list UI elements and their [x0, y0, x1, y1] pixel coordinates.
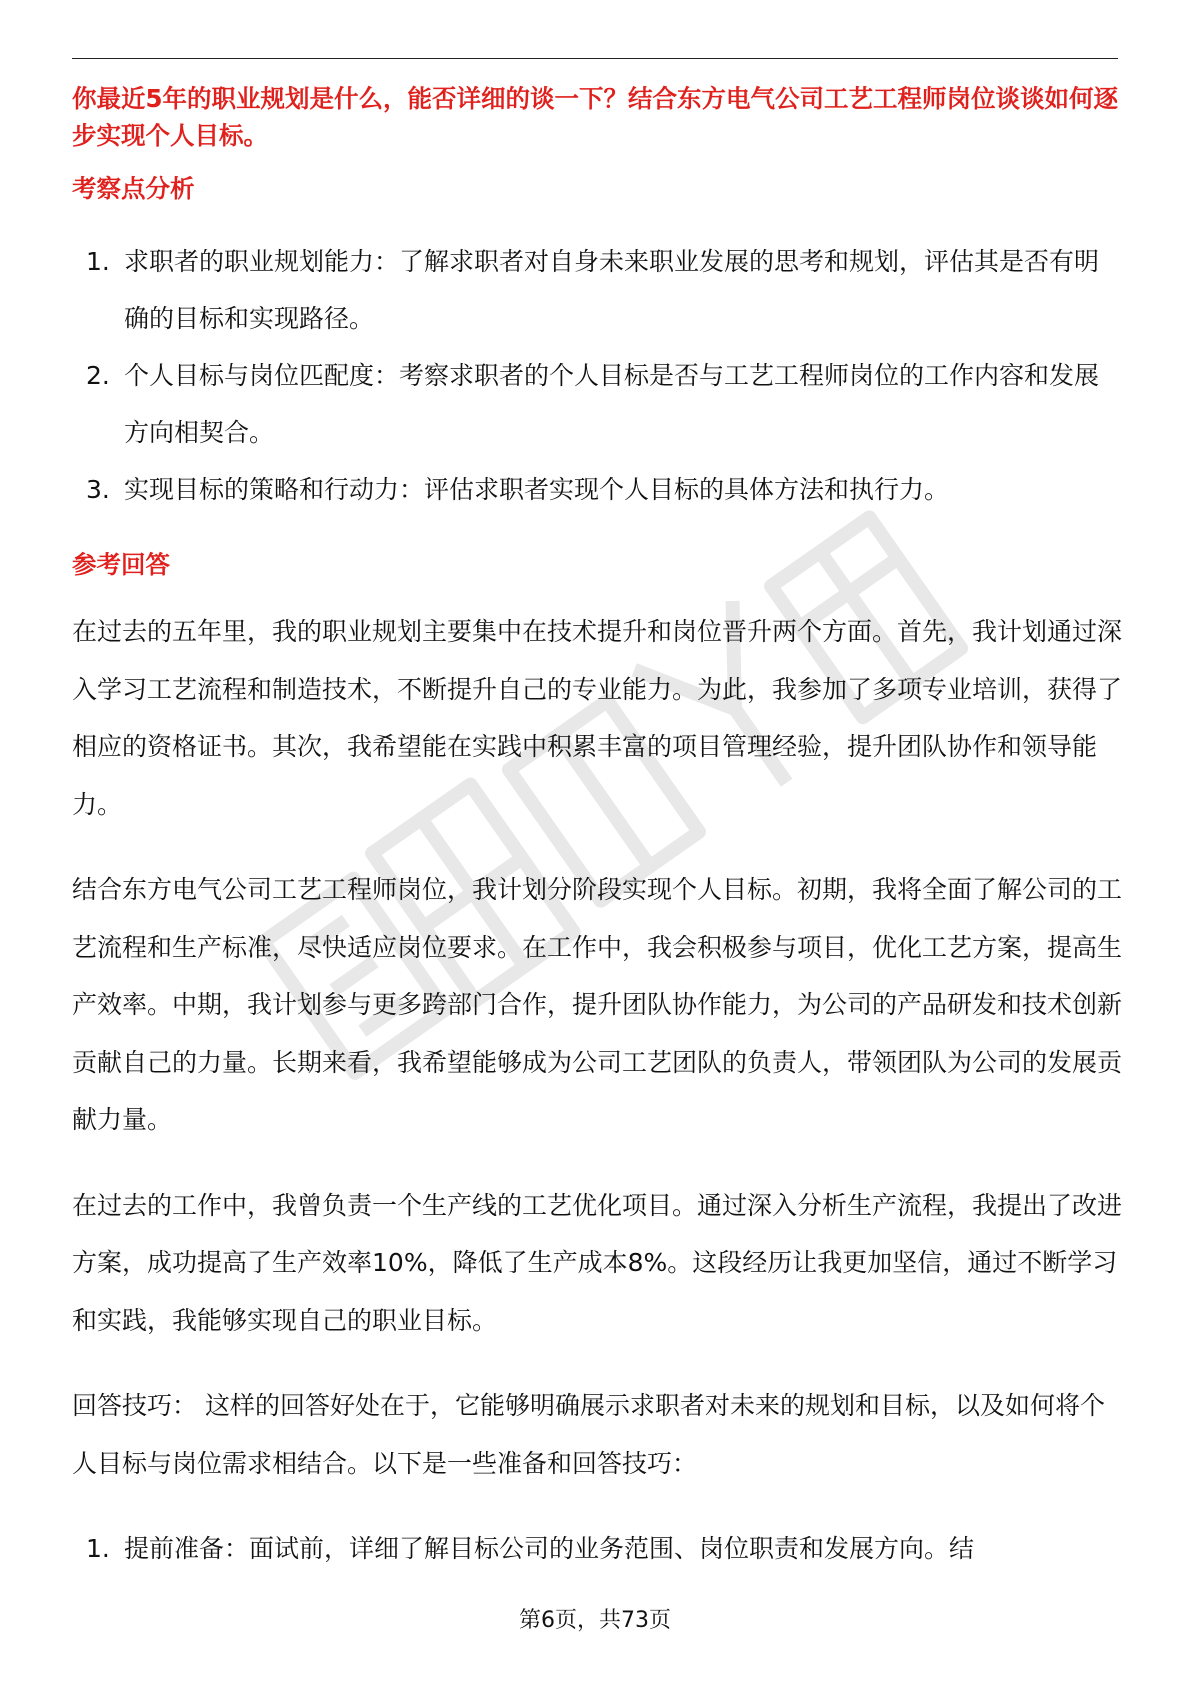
- page-content: [72, 80, 1122, 1577]
- reference-title: 参考回答: [72, 550, 170, 579]
- item-text: 个人目标与岗位匹配度：考察求职者的个人目标是否与工艺工程师岗位的工作内容和发展方向相契合。: [124, 361, 1100, 447]
- answer-paragraph: 结合东方电气公司工艺工程师岗位，我计划分阶段实现个人目标。初期，我将全面了解公司的工艺流程和生产标准，尽快适应岗位要求。在工作中，我会积极参与项目，优化工艺方案，提高生产效率。中期，我计划参与更多跨部门合作，提升团队协作能力，为公司的产品研发和技术创新贡献自己的力量。长期来看，我希望能够成为公司工艺团队的负责人，带领团队为公司的发展贡献力量。: [72, 875, 1123, 1134]
- item-number: 1.: [86, 1534, 110, 1563]
- answer-paragraph: 在过去的工作中，我曾负责一个生产线的工艺优化项目。通过深入分析生产流程，我提出了改进方案，成功提高了生产效率10%，降低了生产成本8%。这段经历让我更加坚信，通过不断学习和实践，我能够实现自己的职业目标。: [72, 1190, 1123, 1335]
- tip-item: [72, 1520, 1122, 1577]
- item-number: 2.: [86, 361, 110, 390]
- top-rule: [72, 58, 1118, 59]
- item-text: 实现目标的策略和行动力：评估求职者实现个人目标的具体方法和执行力。: [124, 475, 950, 504]
- item-number: 3.: [86, 475, 110, 504]
- item-text: 求职者的职业规划能力：了解求职者对自身未来职业发展的思考和规划，评估其是否有明确的目标和实现路径。: [124, 247, 1100, 333]
- page-number-footer: 第6页，共73页: [519, 1608, 671, 1633]
- tips-list: [72, 1520, 1122, 1577]
- item-number: 1.: [86, 247, 110, 276]
- question-heading: 你最近5年的职业规划是什么，能否详细的谈一下？结合东方电气公司工艺工程师岗位谈谈如何逐步实现个人目标。: [72, 84, 1119, 150]
- tips-intro-paragraph: 回答技巧： 这样的回答好处在于，它能够明确展示求职者对未来的规划和目标，以及如何将个人目标与岗位需求相结合。以下是一些准备和回答技巧：: [72, 1391, 1105, 1478]
- analysis-item: [72, 461, 1122, 518]
- analysis-item: [72, 233, 1122, 347]
- analysis-title: 考察点分析: [72, 174, 195, 203]
- item-text: 提前准备：面试前，详细了解目标公司的业务范围、岗位职责和发展方向。结: [124, 1534, 975, 1563]
- answer-paragraph: 在过去的五年里，我的职业规划主要集中在技术提升和岗位晋升两个方面。首先，我计划通过深入学习工艺流程和制造技术，不断提升自己的专业能力。为此，我参加了多项专业培训，获得了相应的资格证书。其次，我希望能在实践中积累丰富的项目管理经验，提升团队协作和领导能力。: [72, 617, 1123, 819]
- analysis-list: [72, 233, 1122, 518]
- analysis-item: [72, 347, 1122, 461]
